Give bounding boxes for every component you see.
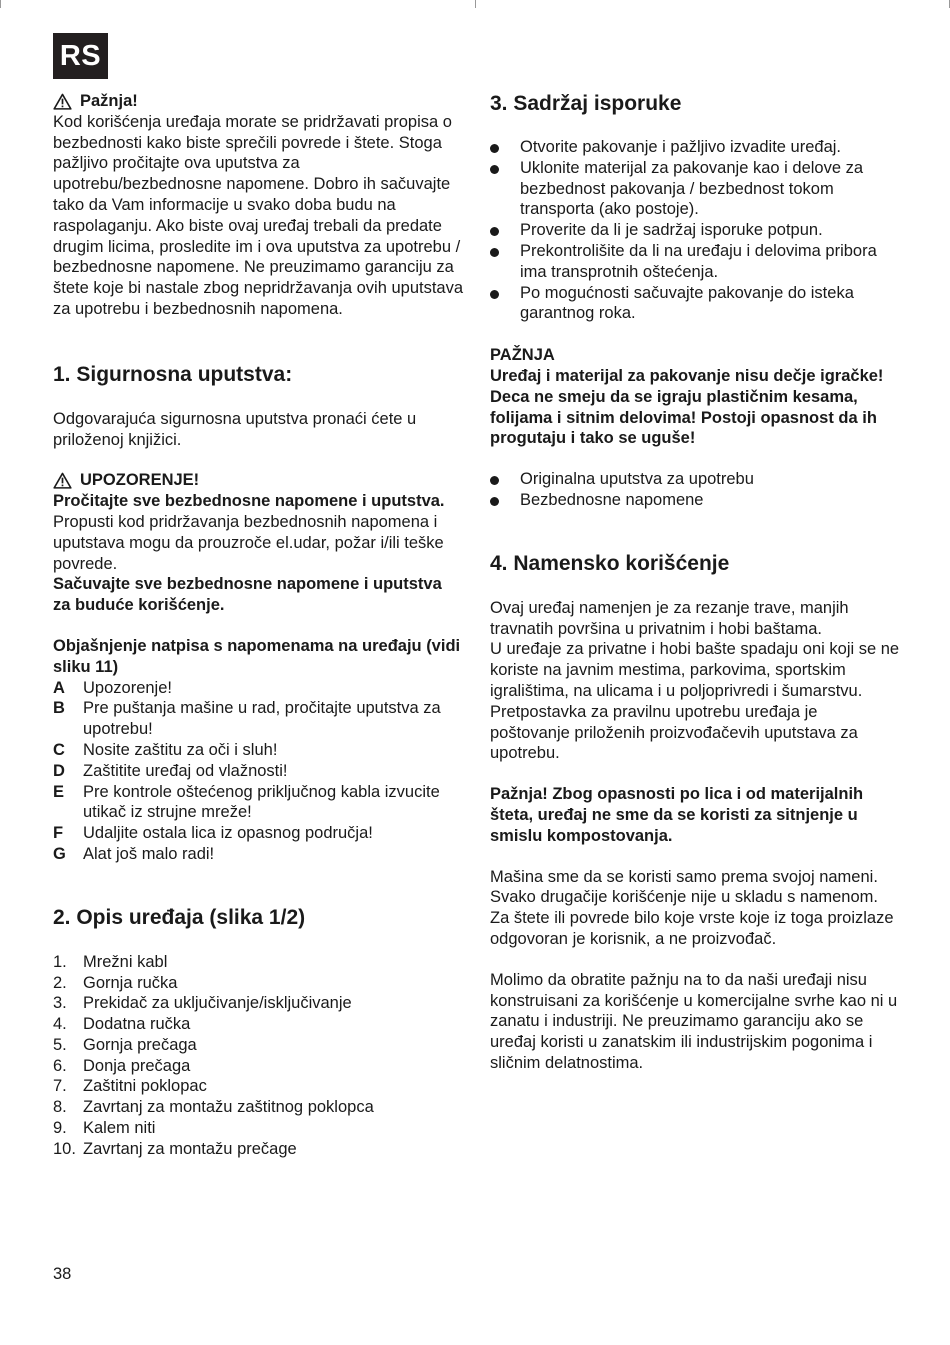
- caution-bold: Pročitajte sve bezbednosne napomene i uputstva.: [53, 492, 445, 511]
- list-item: Po mogućnosti sačuvajte pakovanje do isteka garantnog roka.: [490, 283, 900, 325]
- attention-title: PAŽNJA: [490, 346, 555, 365]
- list-item: Uklonite materijal za pakovanje kao i delove za bezbednost pakovanja / bezbednost tokom transporta (ako postoje).: [490, 158, 900, 220]
- list-item: 4. Dodatna ručka: [53, 1015, 191, 1034]
- page-number: 38: [53, 1265, 72, 1283]
- list-item: Otvorite pakovanje i pažljivo izvadite uređaj.: [490, 137, 900, 158]
- label-item: G Alat još malo radi!: [53, 844, 215, 863]
- list-item: Proverite da li je sadržaj isporuke potpun.: [490, 220, 900, 241]
- caution-heading: [53, 470, 463, 491]
- list-item: Bezbednosne napomene: [490, 490, 900, 511]
- warning-triangle-icon: [53, 472, 72, 489]
- bullet-icon: [490, 476, 499, 485]
- attention-text: Uređaj i materijal za pakovanje nisu dečje igračke! Deca ne smeju da se igraju plastičnim kesama, folijama i sitnim delovima! Postoji opasnost da ih progutaju i tako se uguše!: [490, 366, 884, 448]
- left-column: [53, 91, 463, 1160]
- list-item: 5. Gornja prečaga: [53, 1035, 197, 1054]
- list-item: 2. Gornja ručka: [53, 973, 178, 992]
- label-item: C Nosite zaštitu za oči i sluh!: [53, 740, 278, 759]
- language-badge: RS: [53, 33, 108, 79]
- list-item: 3. Prekidač za uključivanje/isključivanje: [53, 994, 352, 1013]
- labels-list: [53, 678, 463, 865]
- list-item: Prekontrolišite da li na uređaju i delovima pribora ima transprotnih oštećenja.: [490, 241, 900, 283]
- bullet-icon: [490, 227, 499, 236]
- section4-heading: 4. Namensko korišćenje: [490, 551, 730, 575]
- caution-title: UPOZORENJE!: [80, 471, 200, 490]
- label-item: F Udaljite ostala lica iz opasnog područja!: [53, 824, 373, 843]
- caution-text: Propusti kod pridržavanja bezbednosnih napomena i uputstava mogu da prouzroče el.udar, požar i/ili teške povrede.: [53, 512, 444, 573]
- section1-heading: 1. Sigurnosna uputstva:: [53, 362, 293, 386]
- usage-paragraph-2: U uređaje za privatne i hobi bašte spadaju oni koji se ne koriste na javnim mestima, parkovima, sportskim igralištima, na ulicama i u poljoprivredi i šumarstvu. Pretpostavka za pravilnu upotrebu uređaja je poštovanje priloženih proizvođačevih uputstava za upotrebu.: [490, 640, 900, 763]
- usage-paragraph-4: Molimo da obratite pažnju na to da naši uređaji nisu konstruisani za korišćenje u komercijalne svrhe kao ni u zanatu i industriji. Ne preuzimamo garanciju ako se uređaj koristi u zanatskim ili industrijskim pogonima i sličnim delatnostima.: [490, 970, 898, 1072]
- section1-intro: Odgovarajuća sigurnosna uputstva pronaći ćete u priloženoj knjižici.: [53, 409, 417, 449]
- list-item: 1. Mrežni kabl: [53, 952, 168, 971]
- warning-heading: [53, 91, 463, 112]
- list-item: 7. Zaštitni poklopac: [53, 1077, 207, 1096]
- label-item: A Upozorenje!: [53, 678, 172, 697]
- warning-triangle-icon: [53, 93, 72, 110]
- list-item: 9. Kalem niti: [53, 1119, 156, 1138]
- label-item: B Pre puštanja mašine u rad, pročitajte uputstva za upotrebu!: [53, 699, 441, 739]
- list-item: Originalna uputstva za upotrebu: [490, 469, 900, 490]
- list-item: 8. Zavrtanj za montažu zaštitnog poklopca: [53, 1098, 374, 1117]
- warning-title: Pažnja!: [80, 92, 138, 110]
- bullet-icon: [490, 248, 499, 257]
- label-item: E Pre kontrole oštećenog priključnog kabla izvucite utikač iz strujne mreže!: [53, 782, 440, 822]
- bullet-icon: [490, 497, 499, 506]
- label-item: D Zaštitite uređaj od vlažnosti!: [53, 761, 288, 780]
- usage-paragraph-3: Mašina sme da se koristi samo prema svojoj nameni. Svako drugačije korišćenje nije u skladu s namenom. Za štete ili povrede bilo koje vrste koje iz toga proizlaze odgovoran je korisnik, a ne proizvođač.: [490, 867, 894, 948]
- parts-list: [53, 952, 463, 1160]
- usage-paragraph-1: Ovaj uređaj namenjen je za rezanje trave, manjih travnatih površina u privatnim i hobi baštama.: [490, 598, 849, 638]
- usage-warning: Pažnja! Zbog opasnosti po lica i od materijalnih šteta, uređaj ne sme da se koristi za sitnjenje u smislu kompostovanja.: [490, 785, 864, 845]
- right-column: [490, 91, 900, 1074]
- section3-heading: 3. Sadržaj isporuke: [490, 92, 682, 115]
- list-item: 6. Donja prečaga: [53, 1056, 191, 1075]
- bullet-icon: [490, 165, 499, 174]
- bullet-icon: [490, 144, 499, 153]
- section2-heading: 2. Opis uređaja (slika 1/2): [53, 905, 306, 929]
- bullet-icon: [490, 290, 499, 299]
- included-documents: [490, 469, 900, 511]
- delivery-steps: [490, 137, 900, 324]
- caution-keep: Sačuvajte sve bezbednosne napomene i uputstva za buduće korišćenje.: [53, 575, 442, 615]
- list-item: 10. Zavrtanj za montažu prečage: [53, 1139, 297, 1158]
- labels-heading: Objašnjenje natpisa s napomenama na uređaju (vidi sliku 11): [53, 636, 461, 676]
- warning-text: Kod korišćenja uređaja morate se pridržavati propisa o bezbednosti kako biste sprečili povrede i štete. Stoga pažljivo pročitajte ova uputstva za upotrebu/bezbednosne napomene. Dobro ih sačuvajte tako da Vam informacije u svako doba budu na raspolaganju. Ako biste ovaj uređaj trebali da predate drugim licima, prosledite im i ova uputstva za upotrebu / bezbednosne napomene. Ne preuzimamo garanciju za štete koje bi nastale zbog nepridržavanja ovih uputstava za upotrebu i bezbednosnih napomena.: [53, 112, 464, 318]
